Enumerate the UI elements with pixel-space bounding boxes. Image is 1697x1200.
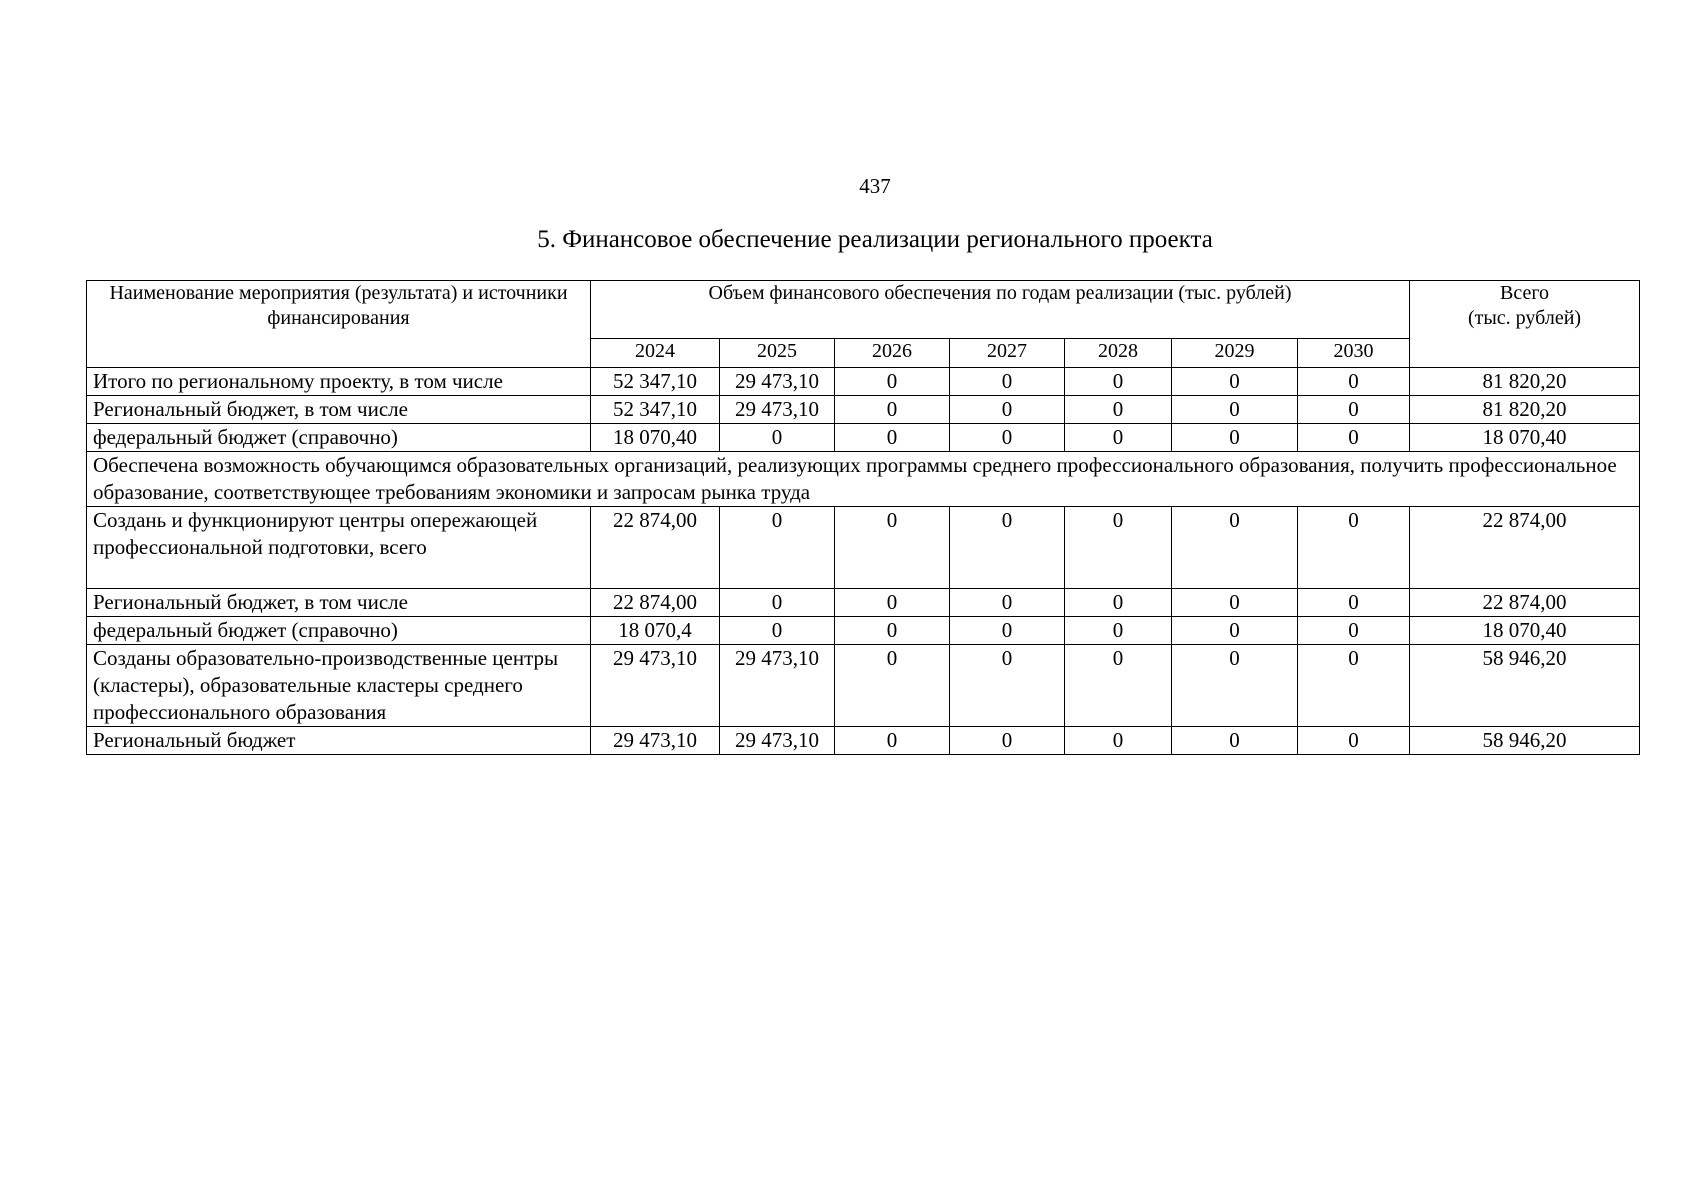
row-value: 0 <box>1065 645 1172 727</box>
row-value: 0 <box>720 589 835 617</box>
header-year: 2028 <box>1065 339 1172 368</box>
row-value: 0 <box>1298 396 1410 424</box>
row-value: 52 347,10 <box>591 396 720 424</box>
row-value: 22 874,00 <box>591 507 720 589</box>
table-row <box>87 424 1640 452</box>
row-value: 0 <box>1065 507 1172 589</box>
row-total: 81 820,20 <box>1410 368 1640 396</box>
result-row <box>87 452 1640 507</box>
row-value: 0 <box>1298 617 1410 645</box>
row-value: 0 <box>1065 727 1172 755</box>
row-value: 18 070,4 <box>591 617 720 645</box>
header-year: 2024 <box>591 339 720 368</box>
row-value: 0 <box>835 396 950 424</box>
row-value: 29 473,10 <box>720 645 835 727</box>
row-value: 0 <box>1172 507 1298 589</box>
table-row <box>87 368 1640 396</box>
row-value: 0 <box>950 368 1065 396</box>
section-title: 5. Финансовое обеспечение реализации регионального проекта <box>537 226 1213 253</box>
row-value: 0 <box>950 424 1065 452</box>
row-value: 0 <box>1172 368 1298 396</box>
row-value: 0 <box>1172 396 1298 424</box>
row-value: 52 347,10 <box>591 368 720 396</box>
row-value: 29 473,10 <box>591 645 720 727</box>
row-value: 0 <box>950 617 1065 645</box>
row-value: 0 <box>1172 727 1298 755</box>
row-total: 22 874,00 <box>1410 589 1640 617</box>
table-row <box>87 617 1640 645</box>
row-value: 0 <box>1065 424 1172 452</box>
table-row <box>87 589 1640 617</box>
row-value: 0 <box>1172 424 1298 452</box>
row-value: 0 <box>720 507 835 589</box>
row-name: Региональный бюджет, в том числе <box>87 589 591 617</box>
row-value: 0 <box>950 507 1065 589</box>
row-name: Региональный бюджет <box>87 727 591 755</box>
row-name: Создань и функционируют центры опережающей профессиональной подготовки, всего <box>87 507 591 589</box>
row-total: 22 874,00 <box>1410 507 1640 589</box>
row-value: 0 <box>1298 645 1410 727</box>
row-value: 0 <box>1298 368 1410 396</box>
row-value: 0 <box>950 727 1065 755</box>
row-value: 0 <box>1065 589 1172 617</box>
header-year: 2030 <box>1298 339 1410 368</box>
row-value: 0 <box>1065 368 1172 396</box>
table-row <box>87 507 1640 589</box>
row-value: 18 070,40 <box>591 424 720 452</box>
row-value: 0 <box>835 424 950 452</box>
header-year: 2026 <box>835 339 950 368</box>
page-number: 437 <box>859 174 891 198</box>
row-total: 58 946,20 <box>1410 645 1640 727</box>
row-total: 58 946,20 <box>1410 727 1640 755</box>
header-total <box>1410 281 1640 368</box>
header-name: Наименование мероприятия (результата) и источники финансирования <box>87 281 591 368</box>
row-total: 18 070,40 <box>1410 617 1640 645</box>
row-value: 29 473,10 <box>720 727 835 755</box>
row-name: федеральный бюджет (справочно) <box>87 617 591 645</box>
row-value: 0 <box>720 424 835 452</box>
row-value: 0 <box>1298 507 1410 589</box>
table-row <box>87 645 1640 727</box>
row-value: 0 <box>1065 396 1172 424</box>
row-value: 0 <box>1172 645 1298 727</box>
row-value: 0 <box>835 727 950 755</box>
row-value: 0 <box>1172 589 1298 617</box>
row-value: 0 <box>1172 617 1298 645</box>
row-total: 18 070,40 <box>1410 424 1640 452</box>
row-value: 0 <box>835 645 950 727</box>
header-year: 2027 <box>950 339 1065 368</box>
row-value: 0 <box>950 396 1065 424</box>
header-year: 2029 <box>1172 339 1298 368</box>
row-value: 0 <box>835 589 950 617</box>
row-value: 0 <box>835 368 950 396</box>
row-value: 0 <box>1298 727 1410 755</box>
row-value: 29 473,10 <box>591 727 720 755</box>
row-value: 0 <box>1065 617 1172 645</box>
financing-table <box>86 280 1640 755</box>
row-value: 0 <box>835 507 950 589</box>
row-name: Созданы образовательно-производственные центры (кластеры), образовательные кластеры среднего профессионального образования <box>87 645 591 727</box>
row-total: 81 820,20 <box>1410 396 1640 424</box>
row-name: Итого по региональному проекту, в том числе <box>87 368 591 396</box>
row-name: федеральный бюджет (справочно) <box>87 424 591 452</box>
header-year: 2025 <box>720 339 835 368</box>
row-value: 0 <box>1298 589 1410 617</box>
row-name: Региональный бюджет, в том числе <box>87 396 591 424</box>
header-total-line2: (тыс. рублей) <box>1467 307 1582 329</box>
row-value: 22 874,00 <box>591 589 720 617</box>
row-value: 0 <box>835 617 950 645</box>
header-total-line1: Всего <box>1499 282 1550 304</box>
row-value: 0 <box>720 617 835 645</box>
table-row <box>87 727 1640 755</box>
header-volume: Объем финансового обеспечения по годам реализации (тыс. рублей) <box>591 281 1410 339</box>
row-value: 0 <box>1298 424 1410 452</box>
result-description: Обеспечена возможность обучающимся образовательных организаций, реализующих программы среднего профессионального образования, получить профессиональное образование, соответствующее требованиям экономики и запросам рынка труда <box>87 452 1640 507</box>
table-row <box>87 396 1640 424</box>
row-value: 29 473,10 <box>720 368 835 396</box>
row-value: 0 <box>950 589 1065 617</box>
row-value: 29 473,10 <box>720 396 835 424</box>
row-value: 0 <box>950 645 1065 727</box>
